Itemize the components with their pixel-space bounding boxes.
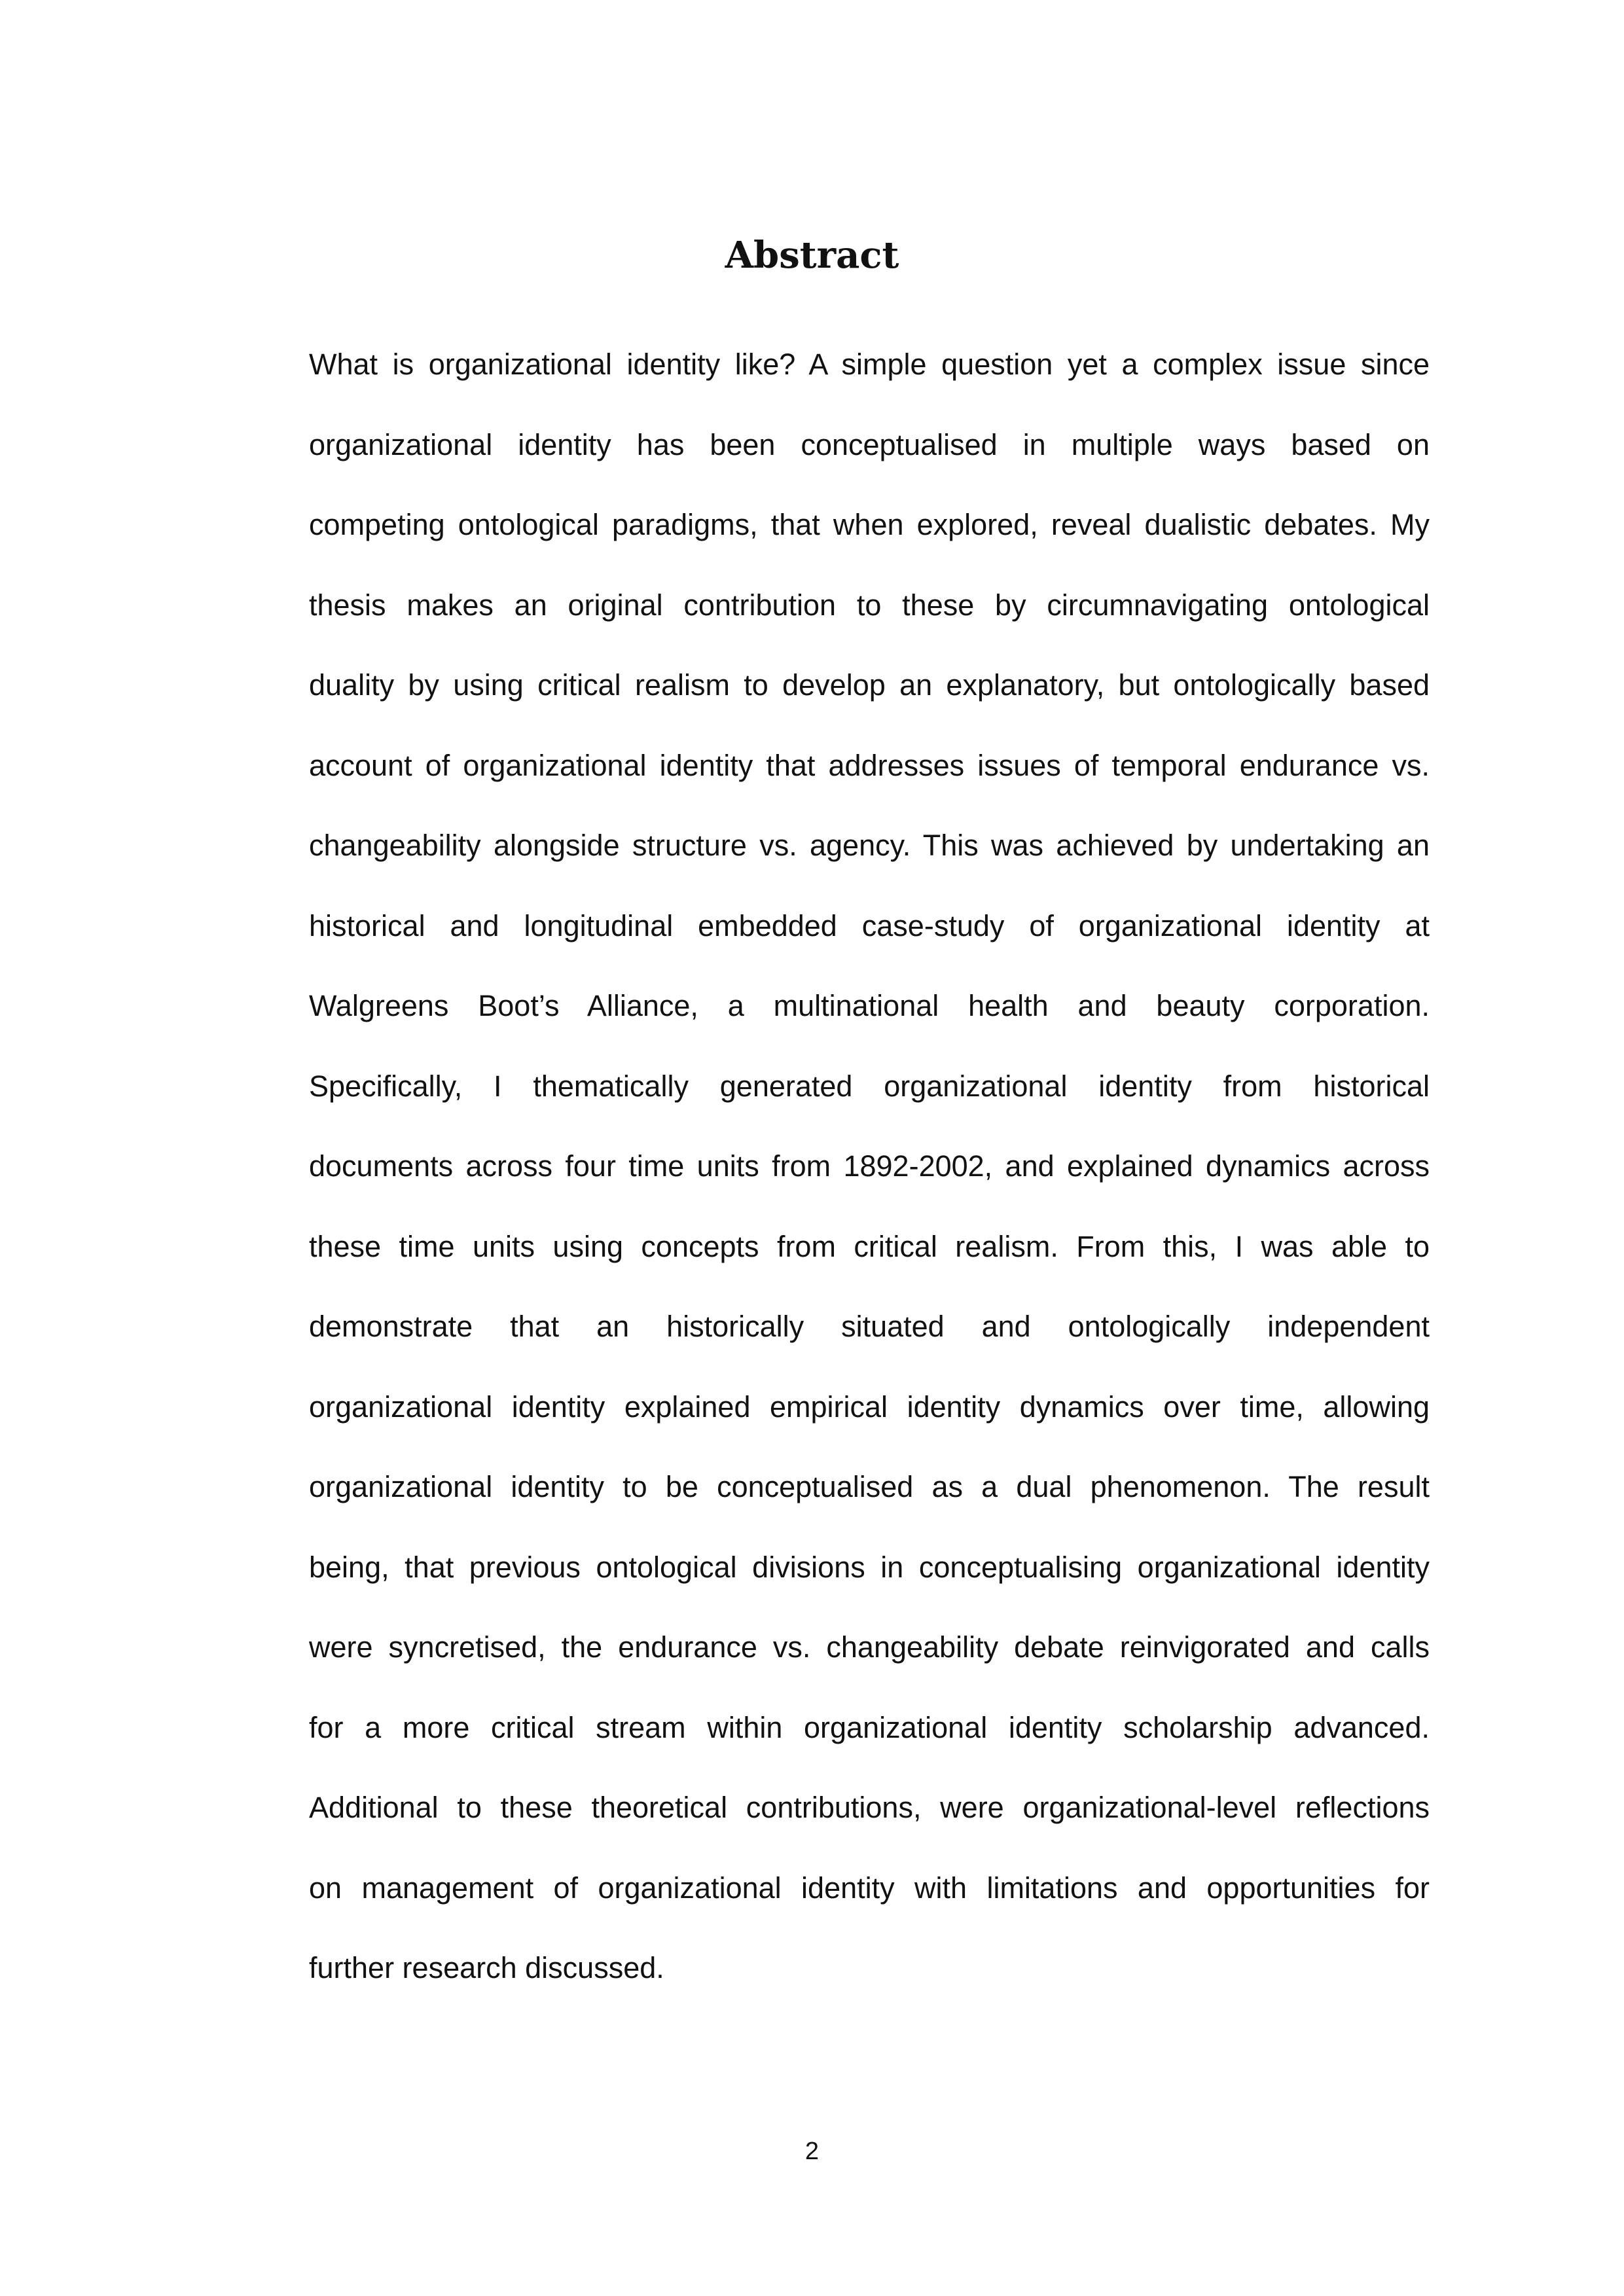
abstract-line: organizational identity has been conceptualised in multiple ways based on	[309, 427, 1430, 461]
abstract-line: duality by using critical realism to develop an explanatory, but ontologically based	[309, 668, 1430, 702]
abstract-line: What is organizational identity like? A simple question yet a complex issue since	[309, 348, 1430, 381]
abstract-line: changeability alongside structure vs. agency. This was achieved by undertaking an	[309, 829, 1430, 862]
abstract-line: thesis makes an original contribution to these by circumnavigating ontological	[309, 588, 1430, 622]
abstract-line: demonstrate that an historically situated and ontologically independent	[309, 1310, 1430, 1343]
abstract-line: documents across four time units from 1892-2002, and explained dynamics across	[309, 1149, 1430, 1183]
abstract-line: organizational identity explained empirical identity dynamics over time, allowing	[309, 1390, 1430, 1424]
abstract-line: Additional to these theoretical contributions, were organizational-level reflections	[309, 1791, 1430, 1824]
abstract-line: account of organizational identity that addresses issues of temporal endurance vs.	[309, 748, 1430, 782]
abstract-line: were syncretised, the endurance vs. changeability debate reinvigorated and calls	[309, 1630, 1430, 1664]
abstract-heading: Abstract	[725, 234, 899, 277]
abstract-line: Walgreens Boot’s Alliance, a multinational health and beauty corporation.	[309, 989, 1430, 1022]
abstract-line: Specifically, I thematically generated organizational identity from historical	[309, 1069, 1430, 1103]
abstract-line: for a more critical stream within organizational identity scholarship advanced.	[309, 1710, 1430, 1744]
abstract-line: historical and longitudinal embedded case-study of organizational identity at	[309, 908, 1430, 942]
abstract-line: further research discussed.	[309, 1951, 664, 1984]
page-number: 2	[804, 2138, 820, 2165]
abstract-line: being, that previous ontological divisions in conceptualising organizational identity	[309, 1550, 1430, 1584]
abstract-line: these time units using concepts from critical realism. From this, I was able to	[309, 1229, 1430, 1263]
abstract-line: on management of organizational identity with limitations and opportunities for	[309, 1871, 1430, 1905]
abstract-line: competing ontological paradigms, that when explored, reveal dualistic debates. My	[309, 508, 1430, 541]
abstract-line: organizational identity to be conceptualised as a dual phenomenon. The result	[309, 1470, 1430, 1503]
abstract-body	[309, 325, 1430, 2009]
